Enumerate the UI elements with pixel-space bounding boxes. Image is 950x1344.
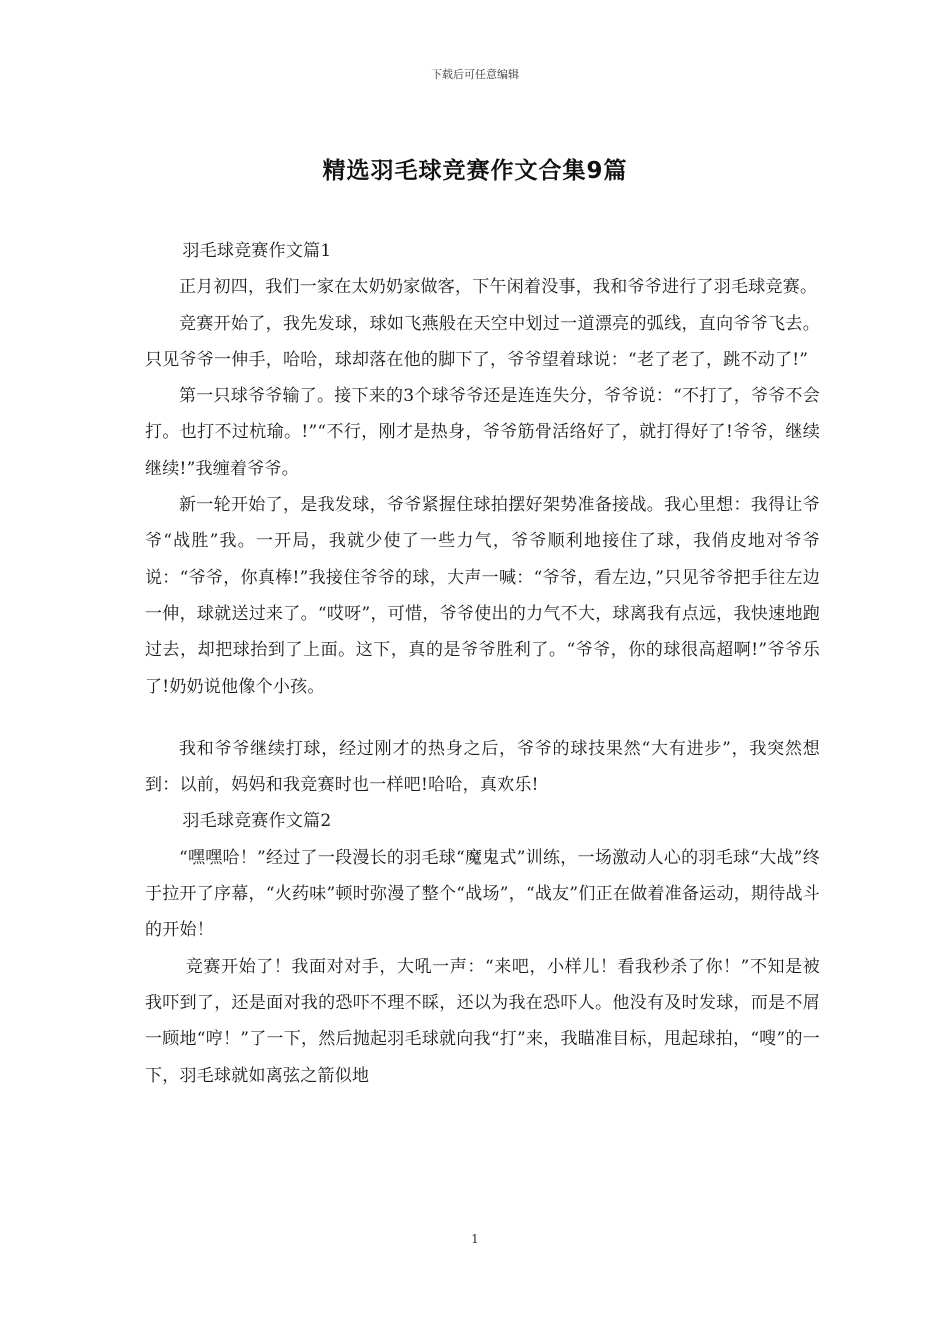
paragraph: “嘿嘿哈！”经过了一段漫长的羽毛球“魔鬼式”训练，一场激动人心的羽毛球“大战”终于拉开了序幕，“火药味”顿时弥漫了整个“战场”，“战友”们正在做着准备运动，期待战斗的开始！ [145, 847, 820, 941]
page-number: 1 [471, 1232, 479, 1246]
paragraph: 正月初四，我们一家在太奶奶家做客，下午闲着没事，我和爷爷进行了羽毛球竞赛。 [179, 277, 818, 298]
paragraph: 新一轮开始了，是我发球，爷爷紧握住球拍摆好架势准备接战。我心里想：我得让爷爷“战胜”我。一开局，我就少使了一些力气，爷爷顺利地接住了球，我俏皮地对爷爷说：“爷爷，你真棒!”我接住爷爷的球，大声一喊：“爷爷，看左边，”只见爷爷把手往左边一伸，球就送过来了。“哎呀”，可惜，爷爷使出的力气不大，球离我有点远，我快速地跑过去，却把球抬到了上面。这下，真的是爷爷胜利了。“爷爷，你的球很高超啊!”爷爷乐了!奶奶说他像个小孩。 [145, 495, 820, 697]
document-title: 精选羽毛球竞赛作文合集9篇 [322, 158, 628, 184]
header-note: 下载后可任意编辑 [431, 68, 519, 81]
paragraph: 竞赛开始了，我先发球，球如飞燕般在天空中划过一道漂亮的弧线，直向爷爷飞去。只见爷爷一伸手，哈哈，球却落在他的脚下了，爷爷望着球说：“老了老了，跳不动了!” [145, 313, 820, 370]
paragraph: 我和爷爷继续打球，经过刚才的热身之后，爷爷的球技果然“大有进步”，我突然想到：以前，妈妈和我竞赛时也一样吧!哈哈，真欢乐! [145, 738, 820, 796]
paragraph: 第一只球爷爷输了。接下来的3个球爷爷还是连连失分，爷爷说：“不打了，爷爷不会打。也打不过杭瑜。!”“不行，刚才是热身，爷爷筋骨活络好了，就打得好了!爷爷，继续继续!”我缠着爷爷。 [145, 386, 821, 479]
document-body [145, 233, 820, 1094]
paragraph: 竞赛开始了！我面对对手，大吼一声：“来吧，小样儿！看我秒杀了你！”不知是被我吓到了，还是面对我的恐吓不理不睬，还以为我在恐吓人。他没有及时发球，而是不屑一顾地“哼！”了一下，然后抛起羽毛球就向我“打”来，我瞄准目标，甩起球拍，“嗖”的一下，羽毛球就如离弦之箭似地 [145, 956, 820, 1086]
section-heading-1: 羽毛球竞赛作文篇1 [182, 241, 332, 261]
section-heading-2: 羽毛球竞赛作文篇2 [182, 811, 332, 832]
